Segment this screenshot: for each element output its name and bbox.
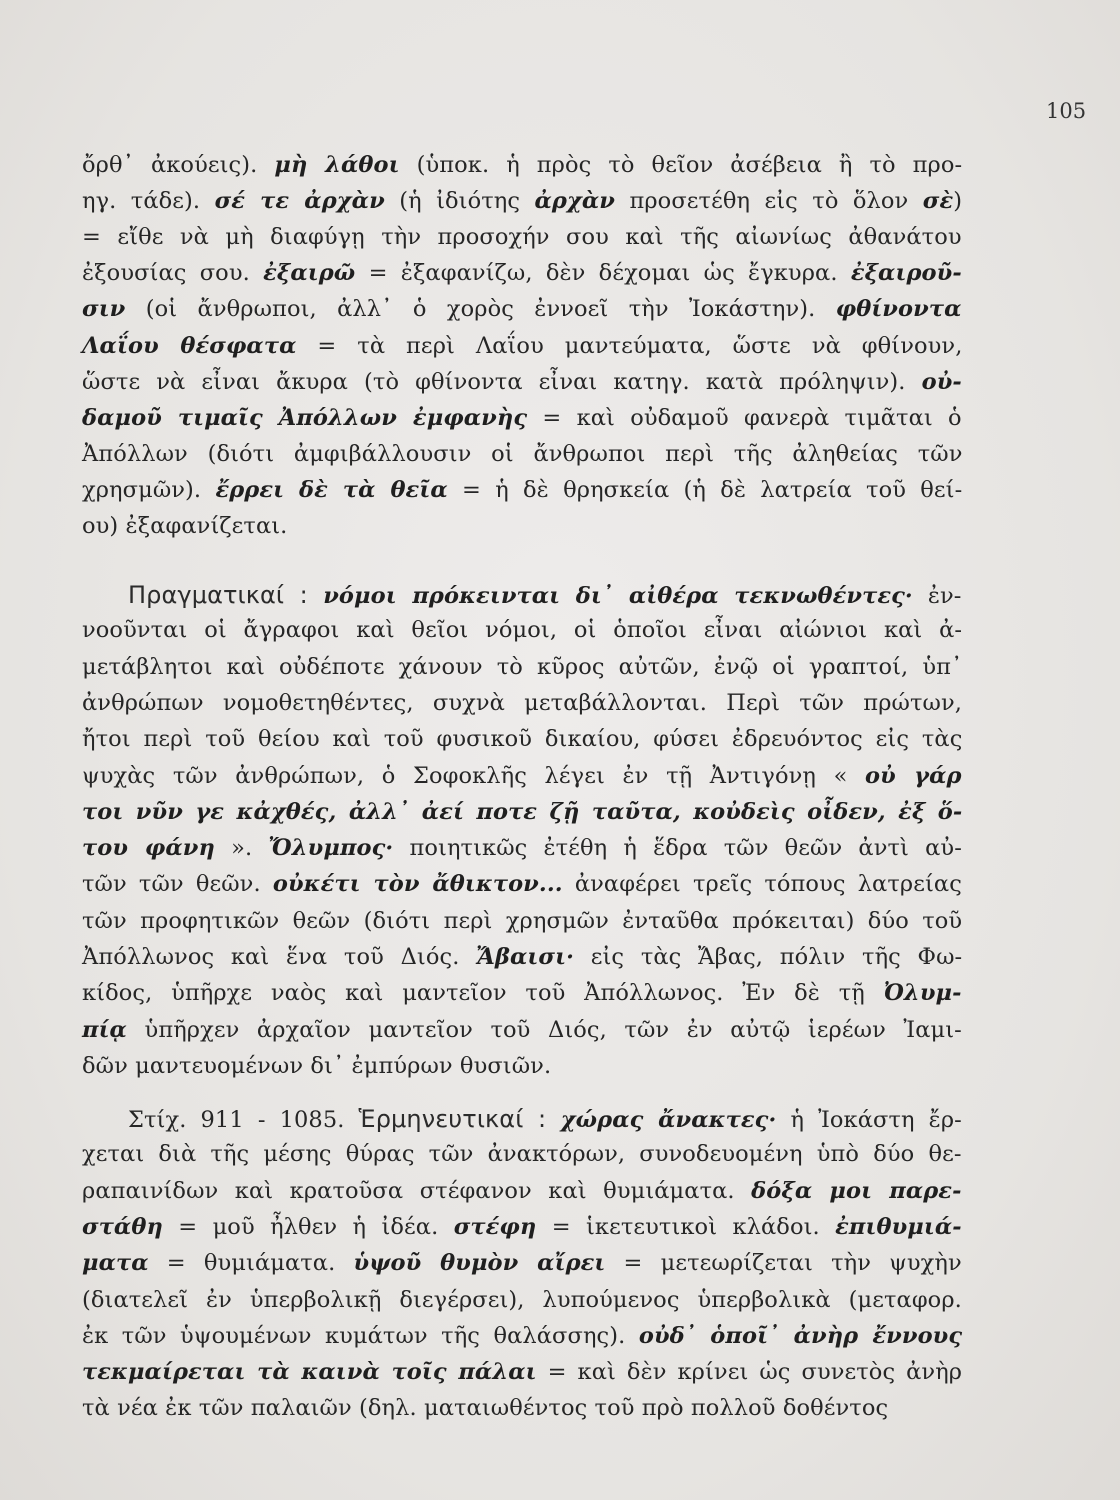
text-run: Ἀπόλλων (διότι ἀμφιβάλλουσιν οἱ ἄνθρωποι περὶ τῆς ἀληθείας τῶν bbox=[82, 440, 963, 467]
text-run: Στίχ. 911 - 1085. bbox=[128, 1107, 359, 1133]
lemma-term: Ὀλυμ- bbox=[883, 980, 962, 1007]
text-line bbox=[82, 152, 962, 178]
lemma-term: τοι νῦν γε κἀχθές, ἀλλ᾽ ἀεί ποτε ζῇ ταῦτα, κοὐδεὶς οἶδεν, ἐξ ὅ- bbox=[82, 798, 963, 825]
lemma-term: στάθη bbox=[82, 1213, 163, 1240]
text-run: (ἡ ἰδιότης bbox=[384, 188, 535, 215]
text-line bbox=[82, 260, 962, 286]
lemma-term: τεκμαίρεται τὰ καινὰ τοῖς πάλαι bbox=[82, 1359, 537, 1386]
text-run: Ἀπόλλωνος καὶ ἕνα τοῦ Διός. bbox=[82, 944, 477, 970]
text-line bbox=[82, 333, 962, 359]
text-line bbox=[82, 654, 962, 680]
text-run: ἐν- bbox=[912, 583, 962, 609]
text-line bbox=[82, 369, 962, 395]
text-run: ψυχὰς τῶν ἀνθρώπων, ὁ Σοφοκλῆς λέγει ἐν τῇ Ἀντιγόνῃ « bbox=[82, 762, 866, 789]
text-run: ) bbox=[953, 188, 963, 215]
text-line bbox=[82, 405, 962, 431]
section-heading: Ἑρμηνευτικαί : bbox=[358, 1105, 561, 1133]
text-line bbox=[82, 690, 962, 716]
section-heading: Πραγματικαί : bbox=[128, 581, 324, 609]
lemma-term: σιν bbox=[82, 296, 126, 323]
lemma-term: πίᾳ bbox=[82, 1016, 127, 1043]
text-run: = καὶ δὲν κρίνει ὡς συνετὸς ἀνὴρ bbox=[536, 1359, 963, 1386]
text-run: = μοῦ ἦλθεν ἡ ἰδέα. bbox=[162, 1213, 454, 1240]
text-run: ὄρθ᾽ ἀκούεις). bbox=[82, 152, 275, 178]
text-run: ὥστε νὰ εἶναι ἄκυρα (τὸ φθίνοντα εἶναι κατηγ. κατὰ πρόληψιν). bbox=[82, 368, 922, 395]
page-number: 105 bbox=[1046, 99, 1087, 123]
text-line bbox=[82, 1287, 962, 1313]
text-run: προσετέθη εἰς τὸ ὅλον bbox=[615, 188, 923, 215]
text-run: μετάβλητοι καὶ οὐδέποτε χάνουν τὸ κῦρος αὐτῶν, ἐνῷ οἱ γραπτοί, ὑπ᾽ bbox=[82, 653, 963, 680]
text-run: ἀναφέρει τρεῖς τόπους λατρείας bbox=[562, 871, 962, 898]
lemma-term: οὐ- bbox=[921, 368, 962, 395]
text-line bbox=[82, 188, 962, 214]
text-run: εἰς τὰς Ἄβας, πόλιν τῆς Φω- bbox=[574, 944, 963, 970]
text-line bbox=[82, 441, 962, 467]
text-line bbox=[82, 726, 962, 752]
text-line bbox=[82, 1250, 962, 1276]
lemma-term: σέ τε ἀρχὰν bbox=[214, 188, 385, 215]
text-run: ». bbox=[214, 835, 269, 862]
lemma-term: οὐ γάρ bbox=[865, 762, 962, 789]
text-line bbox=[82, 908, 962, 934]
text-run: ραπαινίδων καὶ κρατοῦσα στέφανον καὶ θυμιάματα. bbox=[82, 1177, 752, 1204]
text-line bbox=[82, 835, 962, 861]
text-run: = ἱκετευτικοὶ κλάδοι. bbox=[536, 1213, 836, 1240]
lemma-term: Ἄβαισι· bbox=[476, 944, 575, 970]
text-line bbox=[82, 1178, 962, 1204]
lemma-term: στέφη bbox=[453, 1213, 537, 1240]
text-run: ποιητικῶς ἐτέθη ἡ ἕδρα τῶν θεῶν ἀντὶ αὐ- bbox=[393, 835, 962, 862]
text-run: ἐξουσίας σου. bbox=[82, 260, 264, 287]
lemma-term: Ὄλυμπος· bbox=[268, 835, 394, 862]
text-line bbox=[82, 1214, 962, 1240]
text-run: ὑπῆρχεν ἀρχαῖον μαντεῖον τοῦ Διός, τῶν ἐν αὐτῷ ἱερέων Ἰαμι- bbox=[126, 1016, 962, 1043]
text-line bbox=[82, 763, 962, 789]
text-run: ἤτοι περὶ τοῦ θείου καὶ τοῦ φυσικοῦ δικαίου, φύσει ἐδρευόντος εἰς τὰς bbox=[82, 726, 963, 753]
text-line bbox=[82, 1053, 551, 1079]
text-line bbox=[82, 944, 962, 970]
text-line bbox=[82, 1323, 962, 1349]
text-line bbox=[128, 581, 962, 609]
lemma-term: ἐξαιρῶ bbox=[263, 260, 356, 287]
lemma-term: ἐξαιροῦ- bbox=[850, 260, 962, 287]
lemma-term: Λαΐου θέσφατα bbox=[82, 332, 297, 359]
text-run: = μετεωρίζεται τὴν ψυχὴν bbox=[605, 1250, 962, 1277]
text-run: τὰ νέα ἐκ τῶν παλαιῶν (δηλ. ματαιωθέντος τοῦ πρὸ πολλοῦ δοθέντος bbox=[82, 1395, 889, 1422]
text-line bbox=[82, 799, 962, 825]
text-run: τῶν προφητικῶν θεῶν (διότι περὶ χρησμῶν ἐνταῦθα πρόκειται) δύο τοῦ bbox=[82, 907, 963, 934]
text-run: ἀνθρώπων νομοθετηθέντες, συχνὰ μεταβάλλονται. Περὶ τῶν πρώτων, bbox=[82, 689, 962, 716]
lemma-term: ὑψοῦ θυμὸν αἴρει bbox=[353, 1250, 606, 1277]
text-line bbox=[82, 224, 962, 250]
lemma-term: σὲ bbox=[922, 188, 954, 215]
text-run: = ἐξαφανίζω, δὲν δέχομαι ὡς ἔγκυρα. bbox=[355, 260, 851, 287]
text-run: = καὶ οὐδαμοῦ φανερὰ τιμᾶται ὁ bbox=[527, 404, 962, 431]
text-line bbox=[82, 1141, 962, 1167]
text-run: = θυμιάματα. bbox=[148, 1250, 354, 1277]
text-line bbox=[82, 871, 962, 897]
text-run: = τὰ περὶ Λαΐου μαντεύματα, ὥστε νὰ φθίνουν, bbox=[296, 332, 963, 359]
text-line bbox=[82, 1395, 888, 1421]
text-line bbox=[82, 513, 287, 539]
lemma-term: οὐκέτι τὸν ἄθικτον... bbox=[272, 871, 563, 898]
text-run: (οἱ ἄνθρωποι, ἀλλ᾽ ὁ χορὸς ἐννοεῖ τὴν Ἰοκάστην). bbox=[125, 296, 836, 323]
lemma-term: νόμοι πρόκεινται δι᾽ αἰθέρα τεκνωθέντες· bbox=[323, 583, 913, 609]
text-run: ἡ Ἰοκάστη ἔρ- bbox=[776, 1107, 962, 1133]
text-line bbox=[82, 477, 962, 503]
text-run: δῶν μαντευομένων δι᾽ ἐμπύρων θυσιῶν. bbox=[82, 1052, 552, 1079]
text-run: χεται διὰ τῆς μέσης θύρας τῶν ἀνακτόρων, συνοδευομένη ὑπὸ δύο θε- bbox=[82, 1141, 962, 1168]
text-line bbox=[82, 980, 962, 1006]
text-line bbox=[128, 1105, 962, 1133]
lemma-term: χώρας ἄνακτες· bbox=[560, 1107, 777, 1133]
lemma-term: ἐπιθυμιά- bbox=[835, 1213, 962, 1240]
text-run: κίδος, ὑπῆρχε ναὸς καὶ μαντεῖον τοῦ Ἀπόλλωνος. Ἐν δὲ τῇ bbox=[82, 980, 884, 1007]
text-line bbox=[82, 1017, 962, 1043]
text-run: ἐκ τῶν ὑψουμένων κυμάτων τῆς θαλάσσης). bbox=[82, 1322, 639, 1349]
text-run: νοοῦνται οἱ ἄγραφοι καὶ θεῖοι νόμοι, οἱ ὁποῖοι εἶναι αἰώνιοι καὶ ἀ- bbox=[82, 617, 963, 644]
lemma-term: μὴ λάθοι bbox=[274, 152, 400, 178]
lemma-term: δαμοῦ τιμαῖς Ἀπόλλων ἐμφανὴς bbox=[82, 404, 528, 431]
text-run: (διατελεῖ ἐν ὑπερβολικῇ διεγέρσει), λυπούμενος ὑπερβολικὰ (μεταφορ. bbox=[82, 1286, 962, 1313]
lemma-term: δόξα μοι παρε- bbox=[751, 1177, 962, 1204]
text-run: = ἡ δὲ θρησκεία (ἡ δὲ λατρεία τοῦ θεί- bbox=[447, 476, 963, 503]
text-line bbox=[82, 1359, 962, 1385]
text-run: = εἴθε νὰ μὴ διαφύγῃ τὴν προσοχήν σου καὶ τῆς αἰωνίως ἀθανάτου bbox=[82, 224, 962, 251]
lemma-term: του φάνη bbox=[82, 835, 215, 862]
text-run: τῶν τῶν θεῶν. bbox=[82, 871, 273, 898]
text-run: (ὑποκ. ἡ πρὸς τὸ θεῖον ἀσέβεια ἢ τὸ προ- bbox=[399, 152, 963, 178]
lemma-term: οὐδ᾽ ὁποῖ᾽ ἀνὴρ ἔννους bbox=[638, 1322, 963, 1349]
lemma-term: ἀρχὰν bbox=[534, 188, 616, 215]
text-line bbox=[82, 617, 962, 643]
text-line bbox=[82, 296, 962, 322]
text-run: χρησμῶν). bbox=[82, 476, 216, 503]
lemma-term: ἔρρει δὲ τὰ θεῖα bbox=[215, 476, 448, 503]
lemma-term: ματα bbox=[82, 1250, 149, 1277]
text-run: ηγ. τάδε). bbox=[82, 188, 215, 215]
text-run: ου) ἐξαφανίζεται. bbox=[82, 513, 288, 539]
lemma-term: φθίνοντα bbox=[835, 296, 962, 323]
